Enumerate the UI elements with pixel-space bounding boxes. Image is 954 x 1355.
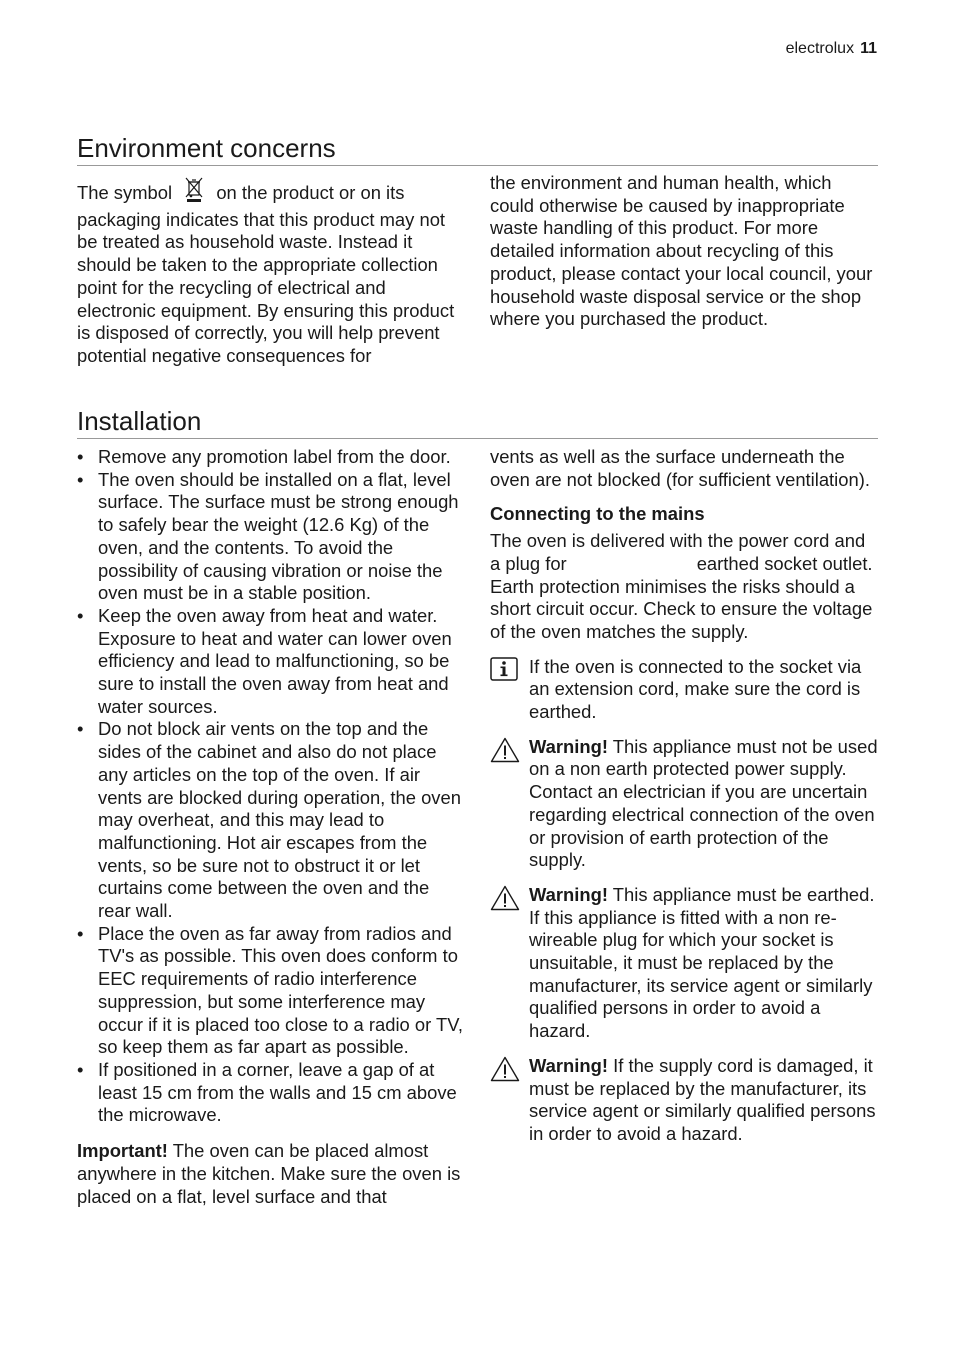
installation-column-right [490, 446, 880, 1146]
installation-bullet-list [77, 446, 467, 1127]
warning-triangle-icon [490, 737, 520, 769]
mains-text-b: earthed [696, 552, 760, 574]
warning-note [490, 884, 880, 1043]
important-text: The oven can be placed almost anywhere in the kitchen. Make sure the oven is placed on a flat, level surface and that [77, 1140, 461, 1207]
warning-text: This appliance must be earthed. If this appliance is fitted with a non re-wireable plug for which your socket is unsuitable, it must be replaced by the manufacturer, its service agent or similarly qualified persons in order to avoid a hazard. [529, 883, 875, 1042]
list-item: • The oven should be installed on a flat, level surface. The surface must be strong enough to safely bear the weight (12.6 Kg) of the oven, and the contents. To avoid the possibility of causing vibration or noise the oven must be in a stable position. [77, 469, 467, 605]
page-header [786, 40, 877, 58]
environment-paragraph [77, 177, 467, 368]
info-note-text: If the oven is connected to the socket via an extension cord, make sure the cord is earthed. [529, 655, 862, 723]
installation-title: Installation [77, 406, 878, 439]
environment-column-right [490, 172, 880, 331]
mains-text-c: socket outlet. Earth protection minimises the risks should a short circuit occur. Check to ensure the voltage of the oven matches the supply. [490, 552, 873, 642]
important-paragraph [77, 1140, 467, 1208]
environment-text-rest: on the product or on its packaging indicates that this product may not be treated as household waste. Instead it should be taken to the appropriate collection point for the recycling of electrical and electronic equipment. By ensuring this product is disposed of correctly, you will help prevent potential negative consequences for [77, 182, 455, 366]
warning-note [490, 1055, 880, 1146]
environment-column-left [77, 177, 467, 368]
page-number: 11 [860, 40, 877, 57]
important-label: Important! [77, 1140, 168, 1162]
list-item: • Place the oven as far away from radios and TV's as possible. This oven does conform to EEC requirements of radio interference suppression, but some interference may occur if it is placed too close to a radio or TV, so keep them as far apart as possible. [77, 923, 467, 1059]
warning-note [490, 736, 880, 872]
warning-triangle-icon [490, 1056, 520, 1088]
environment-title: Environment concerns [77, 133, 878, 166]
list-item: • If positioned in a corner, leave a gap of at least 15 cm from the walls and 15 cm above the microwave. [77, 1059, 467, 1127]
important-paragraph-continued: vents as well as the surface underneath the oven are not blocked (for sufficient ventilation). [490, 446, 870, 490]
environment-text-start: The symbol [77, 182, 173, 203]
mains-paragraph [490, 530, 880, 644]
info-note [490, 656, 880, 724]
environment-paragraph-continued: the environment and human health, which could otherwise be caused by inappropriate waste handling of this product. For more detailed information about recycling of this product, please contact your local council, your household waste disposal service or the shop where you purchased the product. [490, 172, 873, 330]
info-icon [490, 657, 518, 687]
brand-name: electrolux [785, 40, 855, 57]
crossed-out-wheelie-bin-icon [177, 177, 211, 209]
warning-text: This appliance must not be used on a non earth protected power supply. Contact an electrician if you are uncertain regarding electrical connection of the oven or provision of earth protection of the supply. [529, 735, 878, 871]
warning-label: Warning! [529, 1054, 608, 1076]
warning-triangle-icon [490, 885, 520, 917]
installation-column-left [77, 446, 467, 1208]
warning-label: Warning! [529, 883, 608, 905]
warning-text: If the supply cord is damaged, it must be replaced by the manufacturer, its service agent or similarly qualified persons in order to avoid a hazard. [529, 1054, 876, 1144]
list-item: • Remove any promotion label from the door. [77, 446, 467, 469]
warning-label: Warning! [529, 735, 608, 757]
mains-subheading: Connecting to the mains [490, 503, 705, 525]
list-item: • Keep the oven away from heat and water. Exposure to heat and water can lower oven efficiency and lead to malfunctioning, so be sure to install the oven away from heat and water sources. [77, 605, 467, 719]
list-item: • Do not block air vents on the top and the sides of the cabinet and also do not place any articles on the top of the oven. If air vents are blocked during operation, the oven may overheat, and this may lead to malfunctioning. Hot air escapes from the vents, so be sure not to obstruct it or let curtains come between the oven and the rear wall. [77, 718, 467, 922]
mains-text-a: The oven is delivered with the power cord and a plug for [490, 530, 866, 574]
